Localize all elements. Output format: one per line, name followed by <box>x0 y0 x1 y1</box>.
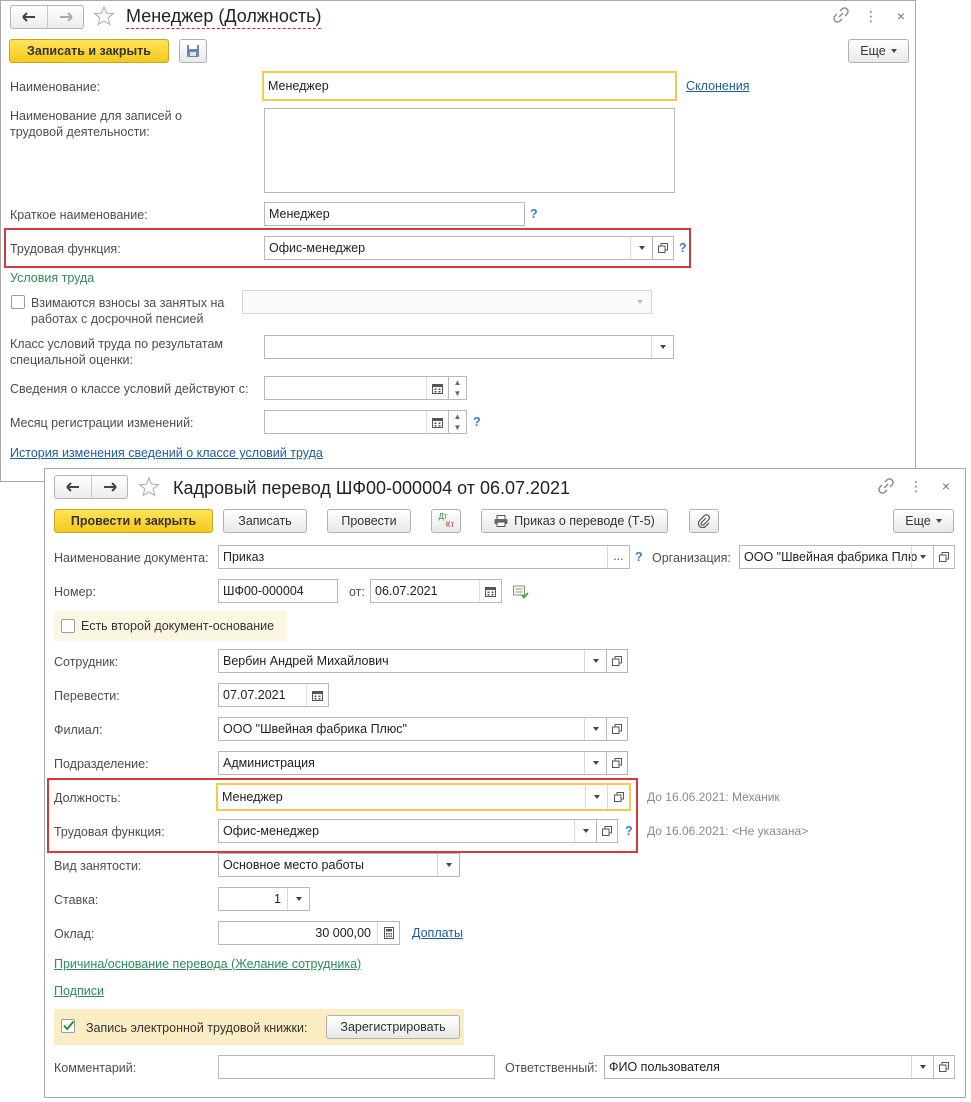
name-records-textarea[interactable] <box>264 108 675 193</box>
comment-label: Комментарий: <box>54 1061 137 1075</box>
labor-function-label: Трудовая функция: <box>54 825 165 839</box>
more-button[interactable] <box>848 39 909 63</box>
chevron-down-icon <box>629 291 651 313</box>
chevron-down-icon <box>936 519 942 523</box>
doc-name-value: Приказ <box>223 550 265 564</box>
salary-label: Оклад: <box>54 927 95 941</box>
position-hint: До 16.06.2021: Механик <box>647 790 780 804</box>
organization-label: Организация: <box>652 551 731 565</box>
rate-label: Ставка: <box>54 893 99 907</box>
short-name-label: Краткое наименование: <box>10 208 148 222</box>
position-window <box>0 0 916 482</box>
second-basis-label: Есть второй документ-основание <box>81 619 275 633</box>
open-button[interactable] <box>606 717 628 741</box>
employment-label: Вид занятости: <box>54 859 142 873</box>
contributions-checkbox[interactable] <box>11 295 25 309</box>
reason-link[interactable]: Причина/основание перевода (Желание сотрудника) <box>54 957 362 971</box>
chevron-down-icon[interactable] <box>437 854 459 876</box>
short-name-help[interactable]: ? <box>530 207 538 221</box>
second-basis-checkbox[interactable] <box>61 619 75 633</box>
chevron-down-icon <box>891 49 897 53</box>
contributions-select <box>242 290 652 314</box>
more-vert-icon[interactable]: ⋮ <box>909 477 923 494</box>
responsible-value: ФИО пользователя <box>609 1060 720 1074</box>
spin-down-icon[interactable]: ▼ <box>453 389 462 398</box>
etk-checkbox[interactable] <box>61 1019 75 1033</box>
calculator-icon[interactable] <box>377 922 399 944</box>
floppy-icon <box>186 44 200 58</box>
arrow-right-icon <box>103 482 117 492</box>
date-value: 06.07.2021 <box>375 584 438 598</box>
post-close-button[interactable]: Провести и закрыть <box>54 509 213 533</box>
chevron-down-icon[interactable] <box>651 336 673 358</box>
star-icon[interactable] <box>138 476 160 498</box>
open-window-icon <box>602 826 612 836</box>
attach-button[interactable] <box>689 509 719 533</box>
number-label: Номер: <box>54 585 96 599</box>
calendar-icon[interactable] <box>306 684 328 706</box>
print-label: Приказ о переводе (Т-5) <box>514 514 655 528</box>
comment-input[interactable] <box>218 1055 495 1079</box>
labor-function-help[interactable]: ? <box>625 824 633 838</box>
dt-label: Дт <box>438 512 448 521</box>
back-button[interactable] <box>11 6 47 28</box>
list-check-icon[interactable] <box>513 585 529 599</box>
forward-button[interactable] <box>47 6 83 28</box>
labor-function-value: Офис-менеджер <box>223 824 320 838</box>
responsible-select[interactable] <box>604 1055 934 1079</box>
organization-value: ООО "Швейная фабрика Плю <box>744 550 918 564</box>
contributions-label: Взимаются взносы за занятых на работах с досрочной пенсией <box>31 296 225 326</box>
labor-function-label: Трудовая функция: <box>10 242 121 256</box>
month-help[interactable]: ? <box>473 415 481 429</box>
employment-value: Основное место работы <box>223 858 365 872</box>
doc-name-help[interactable]: ? <box>635 550 643 564</box>
kt-label: Кт <box>445 520 455 529</box>
open-window-icon <box>939 552 949 562</box>
doc-name-input[interactable] <box>218 545 630 569</box>
class-info-spinner[interactable] <box>449 376 467 400</box>
open-button[interactable] <box>933 545 955 569</box>
responsible-label: Ответственный: <box>505 1061 598 1075</box>
write-button[interactable]: Записать <box>223 509 307 533</box>
transfer-date-value: 07.07.2021 <box>223 688 286 702</box>
paperclip-icon <box>697 514 711 528</box>
from-label: от: <box>349 585 365 599</box>
class-info-date[interactable] <box>264 376 449 400</box>
register-button[interactable]: Зарегистрировать <box>326 1015 460 1039</box>
month-label: Месяц регистрации изменений: <box>10 416 194 430</box>
chevron-down-icon[interactable] <box>585 786 607 808</box>
history-link[interactable]: История изменения сведений о классе условий труда <box>10 446 323 460</box>
open-button[interactable] <box>652 236 674 260</box>
window-title: Кадровый перевод ШФ00-000004 от 06.07.2021 <box>173 478 571 498</box>
calendar-icon[interactable] <box>426 377 448 399</box>
back-button[interactable] <box>55 476 91 498</box>
open-window-icon <box>612 724 622 734</box>
name-label: Наименование: <box>10 80 101 94</box>
branch-value: ООО "Швейная фабрика Плюс" <box>223 722 407 736</box>
printer-icon <box>494 515 508 527</box>
conditions-heading: Условия труда <box>10 271 95 285</box>
spin-up-icon[interactable]: ▲ <box>453 412 462 421</box>
open-button[interactable] <box>596 819 618 843</box>
chevron-down-icon[interactable] <box>911 546 933 568</box>
calendar-icon[interactable] <box>479 580 501 602</box>
chevron-down-icon[interactable] <box>584 718 606 740</box>
chevron-down-icon[interactable] <box>574 820 596 842</box>
department-select[interactable] <box>218 751 607 775</box>
chevron-down-icon[interactable] <box>584 752 606 774</box>
department-label: Подразделение: <box>54 757 149 771</box>
arrow-right-icon <box>59 12 73 22</box>
link-icon[interactable] <box>833 7 849 23</box>
month-date[interactable] <box>264 410 449 434</box>
link-icon[interactable] <box>878 478 894 494</box>
print-button[interactable] <box>481 509 668 533</box>
doc-name-label: Наименование документа: <box>54 551 209 565</box>
labor-function-select[interactable] <box>218 819 597 843</box>
calendar-icon[interactable] <box>426 411 448 433</box>
payments-link[interactable]: Доплаты <box>412 926 464 940</box>
labor-function-select[interactable] <box>264 236 653 260</box>
number-input[interactable]: ШФ00-000004 <box>218 579 338 603</box>
open-button[interactable] <box>606 751 628 775</box>
labor-function-help[interactable]: ? <box>679 241 687 255</box>
more-label: Еще <box>905 514 931 528</box>
star-icon[interactable] <box>93 5 115 27</box>
arrow-left-icon <box>66 482 80 492</box>
month-spinner[interactable] <box>449 410 467 434</box>
more-vert-icon[interactable]: ⋮ <box>864 7 878 24</box>
name-records-label: Наименование для записей о трудовой деятельности: <box>10 109 182 139</box>
more-button[interactable] <box>893 509 954 533</box>
nav-buttons <box>10 5 84 29</box>
branch-select[interactable] <box>218 717 607 741</box>
transfer-label: Перевести: <box>54 689 120 703</box>
branch-label: Филиал: <box>54 723 103 737</box>
chevron-down-icon[interactable] <box>630 237 652 259</box>
transfer-window <box>44 468 966 1098</box>
open-window-icon <box>939 1062 949 1072</box>
post-button[interactable]: Провести <box>327 509 411 533</box>
signatures-link[interactable]: Подписи <box>54 984 104 998</box>
class-select[interactable] <box>264 335 674 359</box>
open-window-icon <box>658 243 668 253</box>
save-button[interactable] <box>179 39 207 63</box>
dt-kt-button[interactable] <box>431 509 461 533</box>
nav-buttons <box>54 475 128 499</box>
open-window-icon <box>612 758 622 768</box>
salary-value: 30 000,00 <box>315 926 371 940</box>
rate-select[interactable] <box>218 887 310 911</box>
forward-button[interactable] <box>91 476 127 498</box>
labor-function-hint: До 16.06.2021: <Не указана> <box>647 824 809 838</box>
position-label: Должность: <box>54 791 121 805</box>
employee-label: Сотрудник: <box>54 655 119 669</box>
salary-input[interactable] <box>218 921 400 945</box>
chevron-down-icon[interactable] <box>584 650 606 672</box>
open-button[interactable] <box>606 649 628 673</box>
employee-value: Вербин Андрей Михайлович <box>223 654 389 668</box>
ellipsis-button[interactable]: ... <box>607 546 629 568</box>
rate-value: 1 <box>274 892 281 906</box>
class-info-label: Сведения о классе условий действуют с: <box>10 382 249 396</box>
date-input[interactable] <box>370 579 502 603</box>
arrow-left-icon <box>22 12 36 22</box>
labor-function-value: Офис-менеджер <box>269 241 366 255</box>
window-title: Менеджер (Должность) <box>126 6 321 29</box>
department-value: Администрация <box>223 756 315 770</box>
open-button[interactable] <box>933 1055 955 1079</box>
position-select[interactable] <box>216 783 631 811</box>
declensions-link[interactable]: Склонения <box>686 79 750 93</box>
class-label: Класс условий труда по результатам специальной оценки: <box>10 337 224 367</box>
employee-select[interactable] <box>218 649 607 673</box>
organization-select[interactable] <box>739 545 934 569</box>
open-button[interactable] <box>607 785 629 809</box>
close-icon[interactable]: × <box>941 478 951 494</box>
transfer-date-input[interactable] <box>218 683 329 707</box>
name-input[interactable]: Менеджер <box>262 71 677 101</box>
open-window-icon <box>612 656 622 666</box>
etk-label: Запись электронной трудовой книжки: <box>86 1021 308 1035</box>
position-value: Менеджер <box>222 790 283 804</box>
more-label: Еще <box>860 44 886 58</box>
chevron-down-icon[interactable] <box>911 1056 933 1078</box>
checkmark-icon <box>62 1019 75 1032</box>
employment-select[interactable] <box>218 853 460 877</box>
open-window-icon <box>614 792 624 802</box>
write-close-button[interactable]: Записать и закрыть <box>9 39 169 63</box>
spin-up-icon[interactable]: ▲ <box>453 378 462 387</box>
spin-down-icon[interactable]: ▼ <box>453 423 462 432</box>
close-icon[interactable]: × <box>896 8 906 24</box>
chevron-down-icon[interactable] <box>287 888 309 910</box>
short-name-input[interactable]: Менеджер <box>264 202 525 226</box>
